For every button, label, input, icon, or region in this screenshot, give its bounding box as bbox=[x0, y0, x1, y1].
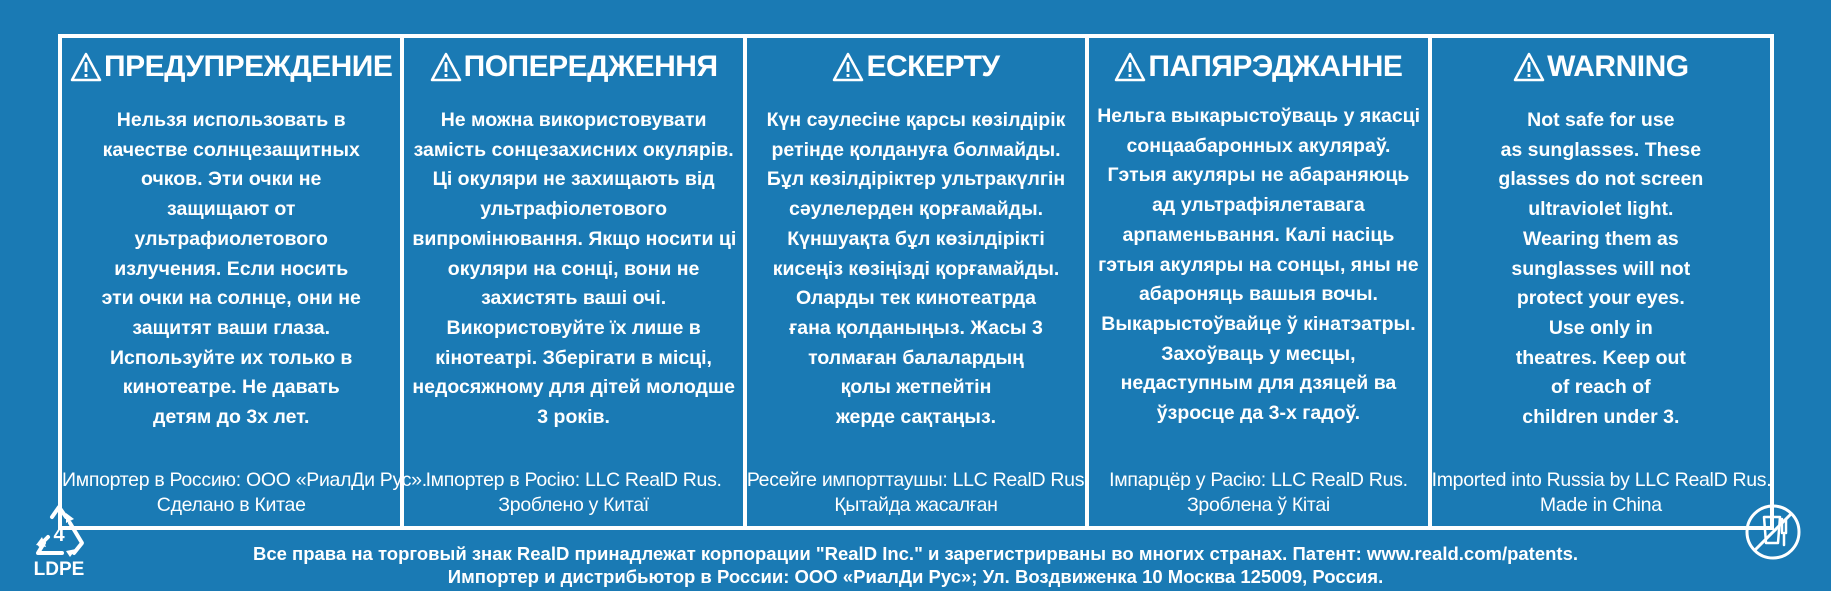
body-line: замість сонцезахисних окулярів. bbox=[413, 138, 734, 161]
panel-footer bbox=[746, 468, 1090, 518]
warning-triangle-icon bbox=[1513, 52, 1545, 82]
panel-footer bbox=[404, 468, 742, 518]
warning-triangle-icon bbox=[70, 52, 102, 82]
body-line: сонцаабаронных акуляраў. bbox=[1126, 134, 1391, 157]
body-line: недаступным для дзяцей ва bbox=[1120, 372, 1397, 395]
body-line: children under 3. bbox=[1522, 406, 1680, 429]
footer-line: Made in China bbox=[1539, 494, 1662, 516]
body-line: ультрафіолетового bbox=[480, 198, 668, 221]
panel-body bbox=[1097, 102, 1419, 429]
footer-line: Зроблено у Китаї bbox=[498, 494, 649, 516]
footer-line: Імпарцёр у Расію: LLC RealD Rus. bbox=[1109, 469, 1408, 491]
body-line: 3 років. bbox=[537, 406, 610, 429]
body-line: окуляри на сонці, вони не bbox=[447, 257, 700, 280]
footer-line: Қытайда жасалған bbox=[834, 494, 998, 516]
body-line: детям до 3х лет. bbox=[152, 406, 310, 429]
panel-body bbox=[755, 106, 1077, 433]
panel-title bbox=[1432, 50, 1770, 84]
body-line: ультрафиолетового bbox=[134, 227, 328, 250]
body-line: эти очки на солнце, они не bbox=[101, 287, 361, 310]
panel-ukrainian bbox=[404, 38, 746, 526]
body-line: қолы жетпейтін bbox=[840, 376, 992, 399]
body-line: of reach of bbox=[1550, 376, 1651, 399]
body-line: ғана қолданыңыз. Жасы 3 bbox=[789, 316, 1043, 339]
body-line: ретінде қолдануға болмайды. bbox=[771, 138, 1061, 161]
body-line: Гэтыя акуляры не абараняюць bbox=[1107, 164, 1410, 187]
body-line: Күншуақта бұл көзілдірікті bbox=[787, 227, 1045, 250]
body-line: Оларды тек кинотеатрда bbox=[796, 287, 1036, 310]
body-line: Используйте их только в bbox=[109, 346, 353, 369]
body-line: защитят ваши глаза. bbox=[132, 316, 331, 339]
panel-body bbox=[1440, 106, 1762, 433]
footer-line: Imported into Russia by LLC RealD Rus. bbox=[1431, 469, 1772, 491]
body-line: Wearing them as bbox=[1522, 227, 1679, 250]
body-line: очков. Эти очки не bbox=[141, 168, 322, 191]
panel-belarusian bbox=[1089, 38, 1431, 526]
panel-title-text: WARNING bbox=[1547, 50, 1689, 83]
body-line: protect your eyes. bbox=[1516, 287, 1685, 310]
body-line: Нельзя использовать в bbox=[116, 109, 346, 131]
body-line: сәулелерден қорғамайды. bbox=[788, 198, 1044, 221]
panel-kazakh bbox=[747, 38, 1089, 526]
body-line: качестве солнцезащитных bbox=[102, 138, 360, 161]
body-line: абароняць вашыя вочы. bbox=[1138, 283, 1378, 306]
body-line: ўзросце да 3-х гадоў. bbox=[1156, 402, 1361, 425]
body-line: излучения. Если носить bbox=[114, 257, 349, 280]
body-line: sunglasses will not bbox=[1511, 257, 1691, 280]
panel-body bbox=[70, 106, 392, 433]
footer-line: Зроблена ў Кітаі bbox=[1186, 494, 1330, 516]
body-line: кінотеатрі. Зберігати в місці, bbox=[435, 346, 712, 369]
body-line: glasses do not screen bbox=[1498, 168, 1704, 191]
body-line: Not safe for use bbox=[1527, 109, 1675, 131]
body-line: жерде сақтаңыз. bbox=[835, 406, 997, 429]
panel-title-text: ПОПЕРЕДЖЕННЯ bbox=[463, 50, 718, 83]
body-line: ultraviolet light. bbox=[1528, 198, 1674, 221]
panel-footer bbox=[1089, 468, 1427, 518]
body-line: ад ультрафіялетавага bbox=[1152, 194, 1365, 217]
body-line: кинотеатре. Не давать bbox=[122, 376, 340, 399]
warning-panels bbox=[58, 34, 1774, 530]
legal-footer bbox=[0, 542, 1831, 588]
panel-english bbox=[1432, 38, 1770, 526]
body-line: захистять ваші очі. bbox=[481, 287, 667, 310]
panel-footer bbox=[1432, 468, 1770, 518]
body-line: Не можна використовувати bbox=[440, 109, 707, 131]
footer-line: Импортер в Россию: ООО «РиалДи Рус». bbox=[62, 469, 427, 491]
panel-title-text: ПРЕДУПРЕЖДЕНИЕ bbox=[104, 50, 393, 83]
recycle-number: 4 bbox=[53, 524, 65, 546]
body-line: Выкарыстоўвайце ў кінатэатры. bbox=[1101, 312, 1416, 335]
body-line: Нельга выкарыстоўваць у якасці bbox=[1097, 105, 1421, 127]
body-line: Use only in bbox=[1548, 316, 1653, 339]
recycle-label: LDPE bbox=[33, 559, 85, 580]
panel-title-text: ЕСКЕРТУ bbox=[866, 50, 1000, 83]
panel-body bbox=[412, 106, 737, 433]
body-line: Використовуйте їх лише в bbox=[446, 316, 701, 339]
panel-title-text: ПАПЯРЭДЖАННЕ bbox=[1148, 50, 1403, 83]
footer-line: Ресейге импорттаушы: LLC RealD Rus. bbox=[746, 469, 1090, 491]
body-line: випромінювання. Якщо носити ці bbox=[412, 227, 737, 250]
body-line: гэтыя акуляры на сонцы, яны не bbox=[1098, 253, 1419, 276]
body-line: арпаменьвання. Калі насіць bbox=[1122, 223, 1395, 246]
footer-line: Сделано в Китае bbox=[156, 494, 306, 516]
body-line: Күн сәулесіне қарсы көзілдірік bbox=[766, 109, 1066, 131]
body-line: Бұл көзілдіріктер ультракүлгін bbox=[766, 168, 1066, 191]
warning-triangle-icon bbox=[832, 52, 864, 82]
trademark-line: Все права на торговый знак RealD принадлежат корпорации "RealD Inc." и зарегистрирваны во многих странах. Патент: www.reald.com/patents. bbox=[252, 543, 1579, 564]
body-line: защищают от bbox=[167, 198, 296, 221]
body-line: Ці окуляри не захищають від bbox=[432, 168, 715, 191]
panel-russian bbox=[62, 38, 427, 526]
footer-line: Імпортер в Росію: LLC RealD Rus. bbox=[425, 469, 722, 491]
body-line: Захоўваць у месцы, bbox=[1161, 342, 1356, 365]
body-line: кисеңіз көзіңізді қорғамайды. bbox=[772, 257, 1060, 280]
panel-title bbox=[404, 50, 742, 84]
panel-footer bbox=[62, 468, 427, 518]
body-line: as sunglasses. These bbox=[1500, 138, 1702, 161]
importer-line: Импортер и дистрибьютор в России: ООО «РиалДи Рус»; Ул. Воздвиженка 10 Москва 125009, Россия. bbox=[447, 566, 1384, 587]
warning-triangle-icon bbox=[1114, 52, 1146, 82]
warning-triangle-icon bbox=[430, 52, 462, 82]
body-line: theatres. Keep out bbox=[1515, 346, 1686, 369]
panel-title bbox=[62, 50, 400, 84]
panel-title bbox=[1089, 50, 1427, 84]
body-line: толмаған балалардың bbox=[808, 346, 1024, 369]
panel-title bbox=[747, 50, 1085, 84]
body-line: недосяжному для дітей молодше bbox=[412, 376, 735, 399]
